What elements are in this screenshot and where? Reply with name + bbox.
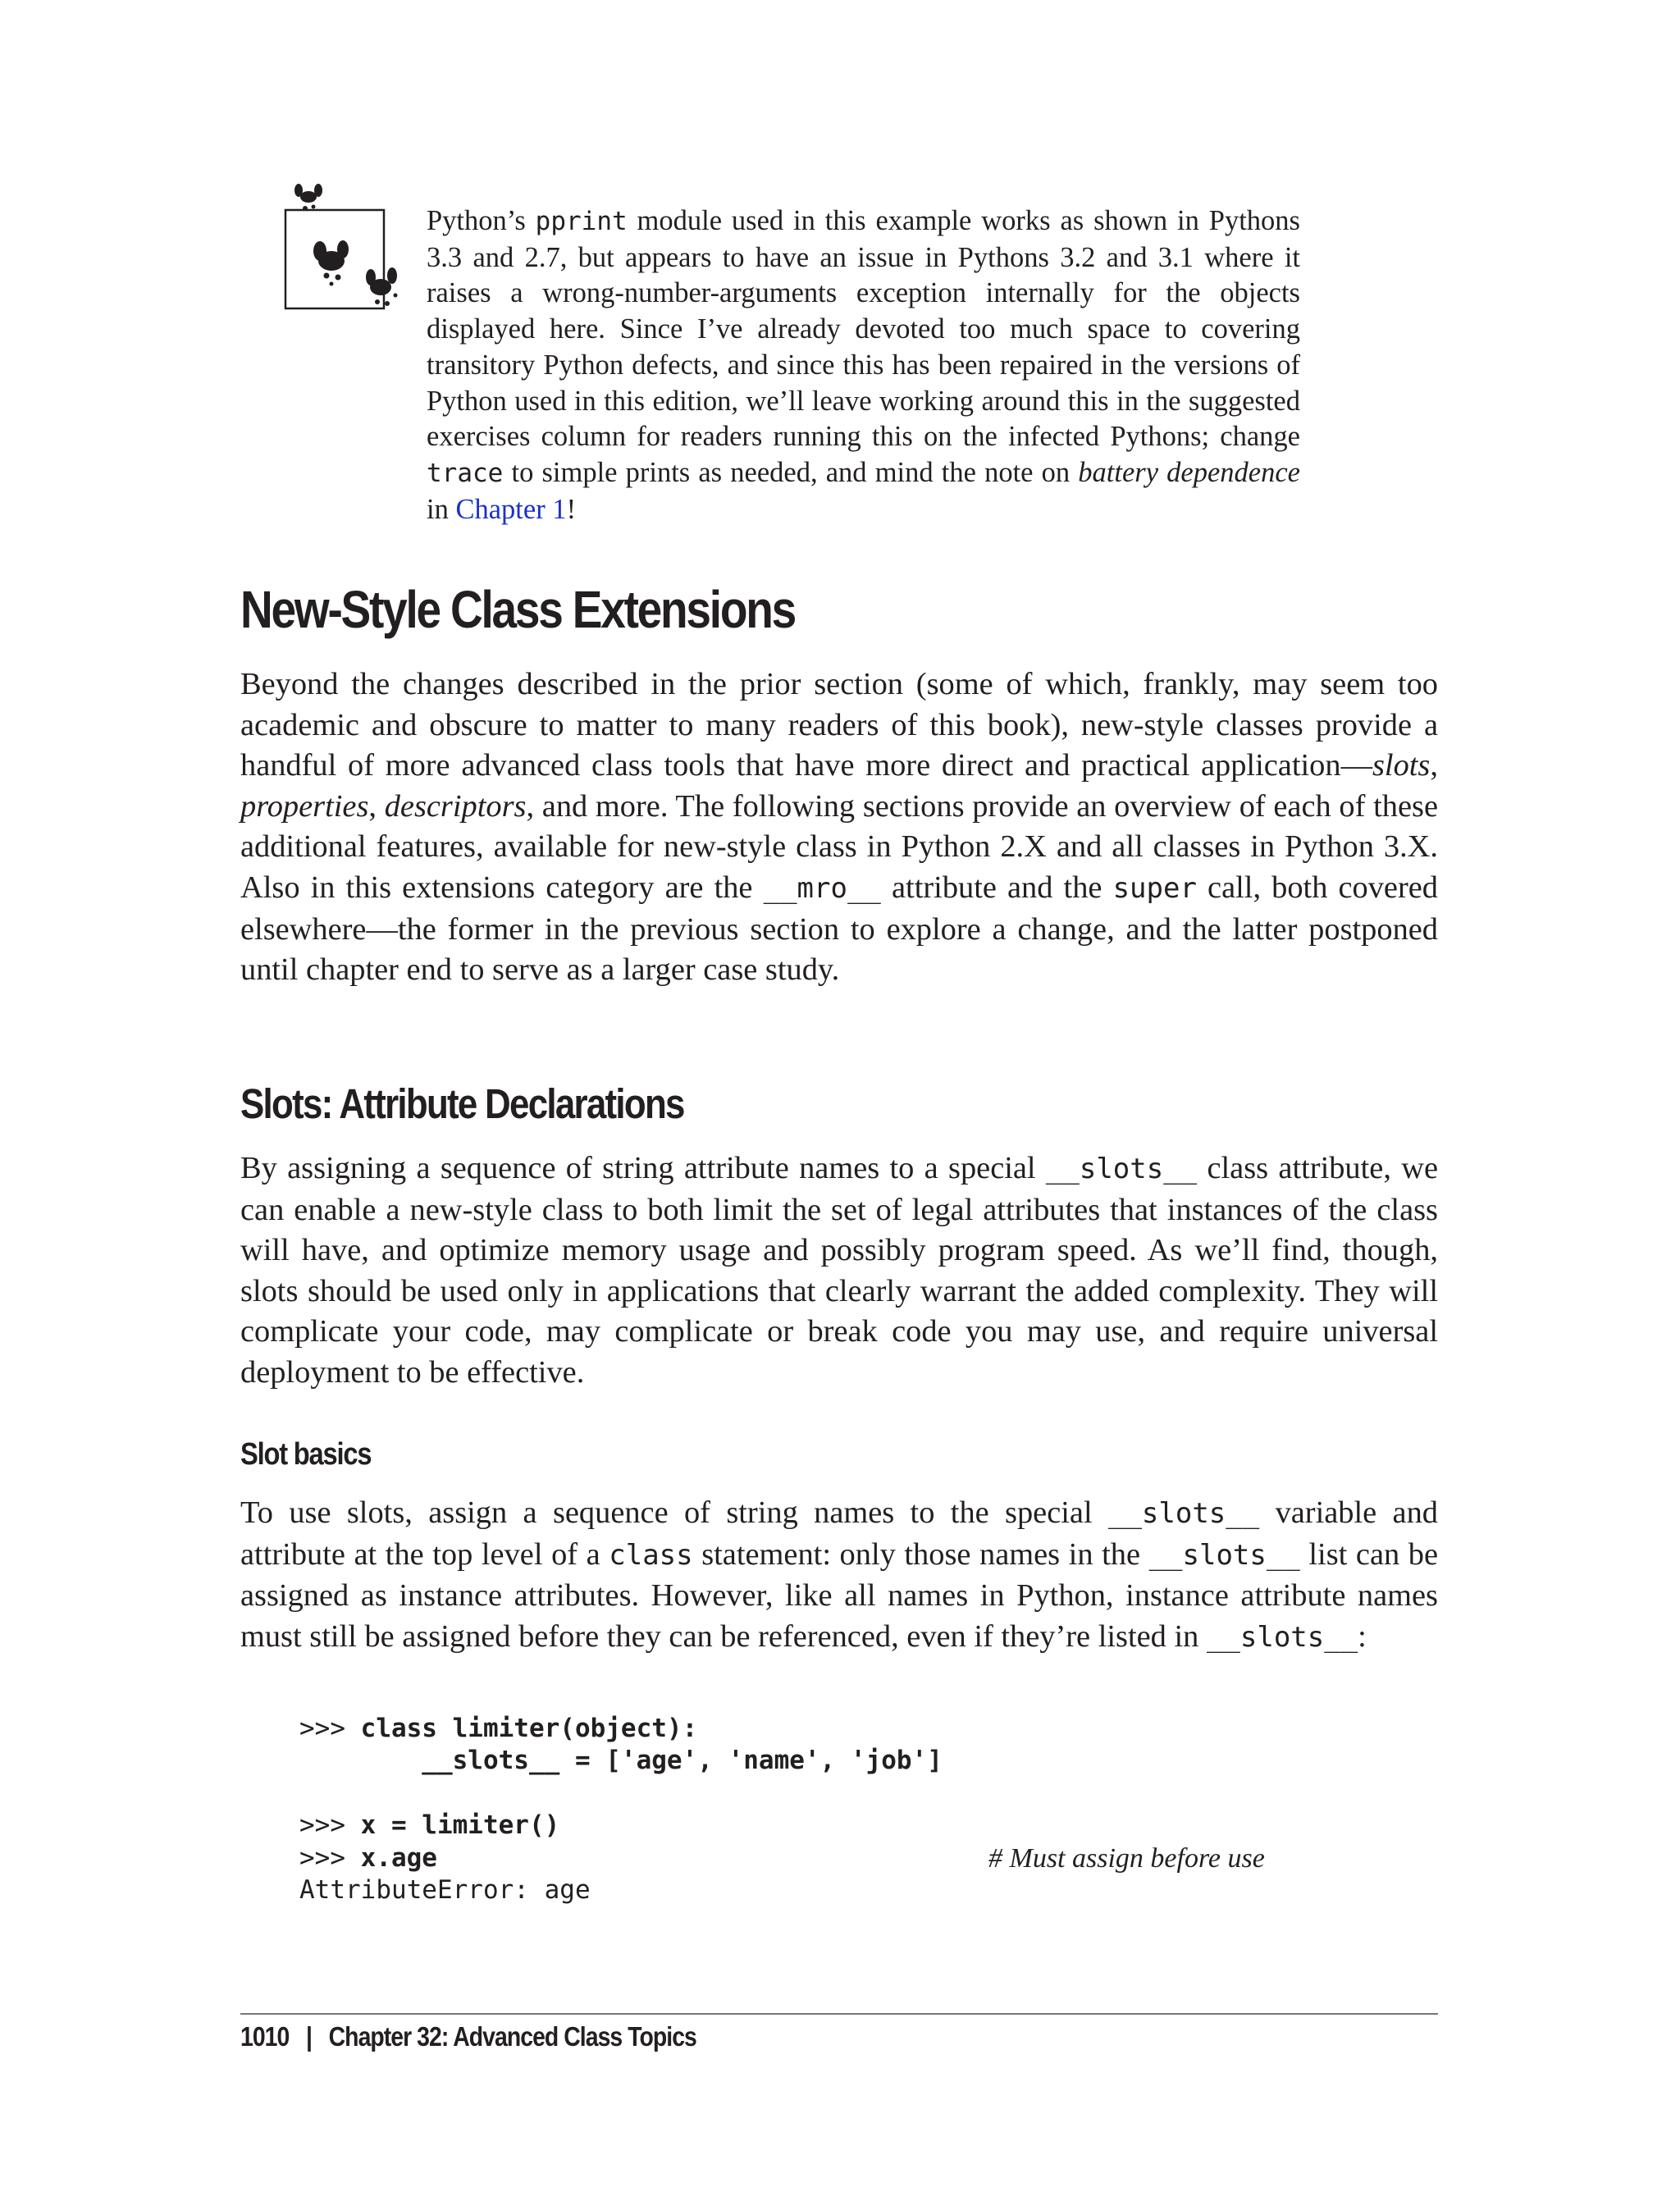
page-footer bbox=[240, 2021, 696, 2052]
footer-rule bbox=[240, 2013, 1438, 2015]
inline-code: __mro__ bbox=[763, 871, 881, 905]
inline-code: __slots__ bbox=[1107, 1497, 1260, 1530]
code-line: __slots__ = ['age', 'name', 'job'] bbox=[299, 1746, 943, 1776]
section-heading: New-Style Class Extensions bbox=[240, 580, 796, 639]
code-comment: # Must assign before use bbox=[988, 1842, 1265, 1874]
subsection-heading: Slots: Attribute Declarations bbox=[240, 1080, 684, 1127]
inline-code: __slots__ bbox=[1206, 1620, 1358, 1654]
code-block bbox=[299, 1713, 1431, 1906]
page-number: 1010 bbox=[240, 2021, 290, 2052]
subsection-paragraph: By assigning a sequence of string attribute names to a special __slots__ class attribute, we can enable a new-style class to both limit the set of legal attributes that instances of the class will have, and optimize memory usage and possibly program speed. As we’ll find, though, slots should be used only in applications that clearly warrant the added complexity. They will complicate your code, may complicate or break code you may use, and require universal deployment to be effective. bbox=[240, 1151, 1439, 1390]
chapter-title: Chapter 32: Advanced Class Topics bbox=[328, 2021, 696, 2052]
code-line: >>> class limiter(object): bbox=[299, 1714, 698, 1743]
minor-heading: Slot basics bbox=[240, 1437, 372, 1472]
inline-code: pprint bbox=[535, 207, 628, 236]
section-paragraph: Beyond the changes described in the prior section (some of which, frankly, may seem too academic and obscure to matter to many readers of this book), new-style classes provide a handful of more advanced class tools that have more direct and practical application—slots, properties, descriptors, and more. The following sections provide an overview of each of these additional features, available for new-style class in Python 2.X and all classes in Python 3.X. Also in this extensions category are the __mro__ attribute and the super call, both covered elsewhere—the former in the previous section to explore a change, and the latter postponed until chapter end to serve as a larger case study. bbox=[240, 667, 1438, 988]
tip-bird-icon bbox=[281, 179, 404, 326]
code-line: >>> x = limiter() bbox=[299, 1810, 560, 1841]
emphasis: battery dependence bbox=[1078, 456, 1300, 488]
note-text: Python’s pprint module used in this example works as shown in Pythons 3.3 and 2.7, but appears to have an issue in Pythons 3.2 and 3.1 where it raises a wrong-number-arguments exception internally for the objects displayed here. Since I’ve already devoted too much space to covering transitory Python defects, and since this has been repaired in the versions of Python used in this edition, we’ll leave working around this in the suggested exercises column for readers running this on the infected Pythons; change trace to simple prints as needed, and mind the note on battery dependence in Chapter 1! bbox=[427, 205, 1300, 525]
code-line: AttributeError: age bbox=[299, 1875, 591, 1906]
inline-code: trace bbox=[427, 458, 504, 488]
inline-code: __slots__ bbox=[1148, 1538, 1300, 1572]
slot-basics-paragraph: To use slots, assign a sequence of string names to the special __slots__ variable and attribute at the top level of a class statement: only those names in the __slots__ list can be assigned as instance attributes. However, like all names in Python, instance attribute names must still be assigned before they can be referenced, even if they’re listed in __slots__: bbox=[240, 1495, 1438, 1654]
inline-code: class bbox=[609, 1538, 693, 1572]
inline-code: super bbox=[1112, 871, 1197, 905]
code-line: >>> x.age # Must assign before use bbox=[299, 1842, 1265, 1874]
footer-separator: | bbox=[305, 2021, 312, 2052]
chapter-link[interactable]: Chapter 1 bbox=[455, 493, 567, 525]
inline-code: __slots__ bbox=[1045, 1153, 1198, 1185]
